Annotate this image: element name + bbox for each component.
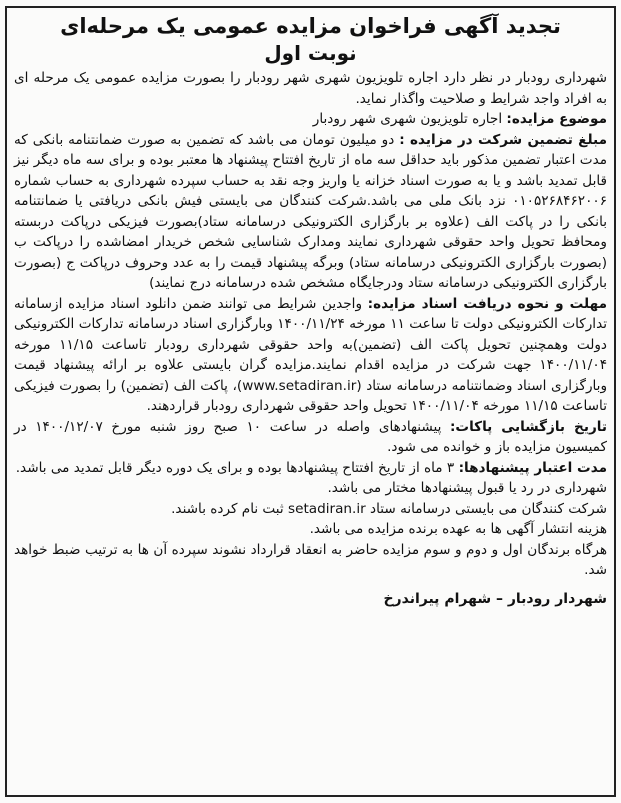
subject-label: موضوع مزایده: [506,111,607,127]
note-publication-cost: هزینه انتشار آگهی ها به عهده برنده مزایده می باشد. [309,521,607,537]
signature: شهردار رودبار – شهرام پیراندرخ [383,590,607,607]
validity-paragraph [14,458,607,479]
note-reject-accept: شهرداری در رد یا قبول پیشنهادها مختار می باشد. [327,480,607,496]
notice-subtitle: نوبت اول [264,41,357,65]
guarantee-text: دو میلیون تومان می باشد که تضمین به صورت ضمانتنامه بانکی که مدت اعتبار تضمین مذکور باید حداقل سه ماه از تاریخ افتتاح پیشنهاد ها معتبر بوده و برای سه ماه دیگر نیز قابل تمدید باشد و یا به صورت اسناد خزانه یا واریز وجه نقد به حساب سپرده شهرداری به حساب شماره ۰۱۰۵۲۶۸۴۶۲۰۰۶ نزد بانک ملی می باشد.شرکت کنندگان می بایستی فیش بانکی دریافتی یا ضمانتنامه بانکی را در پاکت الف (علاوه بر بارگزاری الکترونیکی درسامانه ستاد)بصورت فیزیکی درپاکت دربسته ومحافظ تحویل واحد حقوقی شهرداری نمایند ومدارک شناسایی شخص خریدار امضاشده را درپاکت ب (بصورت بارگزاری الکترونیکی درسامانه ستاد) وبرگه پیشنهاد قیمت را به عدد وحروف درپاکت ج (بصورت بارگزاری الکترونیکی درسامانه ستاد ودرجایگاه مشخص شده درسامانه درج نمایند) [14,131,607,291]
notice-title: تجدید آگهی فراخوان مزایده عمومی یک مرحله‌ای [60,14,561,38]
note-deposit-forfeit: هرگاه برندگان اول و دوم و سوم مزایده حاضر به انعقاد قرارداد نشوند سپرده آن ها به ترتیب ضبط خواهد شد. [14,541,607,578]
deadline-text: واجدین شرایط می توانند ضمن دانلود اسناد مزایده ازسامانه تدارکات الکترونیکی دولت تا ساعت ۱۱ مورخه ۱۴۰۰/۱۱/۲۴ وبارگزاری اسناد درسامانه تدارکات الکترونیکی دولت وهمچنین تحویل پاکت الف (تضمین)به واحد حقوقی شهرداری رودبار تاساعت ۱۱/۱۵ مورخه ۱۴۰۰/۱۱/۰۴ جهت شرکت در مزایده اقدام نمایند.مزایده گران بایستی علاوه بر ارائه پیشنهاد قیمت وبارگزاری اسناد وضمانتنامه درسامانه ستاد (www.setadiran.ir)، پاکت الف (تضمین) را بصورت فیزیکی تاساعت ۱۱/۱۵ مورخه ۱۴۰۰/۱۱/۰۴ تحویل واحد حقوقی شهرداری رودبار قراردهند. [14,295,608,414]
guarantee-paragraph [14,130,607,294]
deadline-label: مهلت و نحوه دریافت اسناد مزایده: [367,295,607,312]
intro-paragraph: شهرداری رودبار در نظر دارد اجاره تلویزیون شهری شهر رودبار را بصورت مزایده عمومی یک مرحله ای به افراد واجد شرایط و صلاحیت واگذار نماید. [14,70,607,107]
opening-text: پیشنهادهای واصله در ساعت ۱۰ صبح روز شنبه مورخ ۱۴۰۰/۱۲/۰۷ در کمیسیون مزایده باز و خوانده می شود. [14,418,607,455]
opening-paragraph [14,417,607,458]
notice-content [14,12,607,609]
opening-label: تاریخ بازگشایی پاکات: [449,418,607,435]
deadline-paragraph [14,294,607,417]
guarantee-label: مبلغ تضمین شرکت در مزایده : [399,131,607,148]
subject-text: اجاره تلویزیون شهری شهر رودبار [312,111,507,127]
subject-paragraph [14,109,607,130]
note-registration: شرکت کنندگان می بایستی درسامانه ستاد setadiran.ir ثبت نام کرده باشند. [171,500,607,517]
validity-text: ۳ ماه از تاریخ افتتاح پیشنهادها بوده و برای یک دوره دیگر قابل تمدید می باشد. [15,459,459,476]
validity-label: مدت اعتبار پیشنهادها: [458,459,607,476]
